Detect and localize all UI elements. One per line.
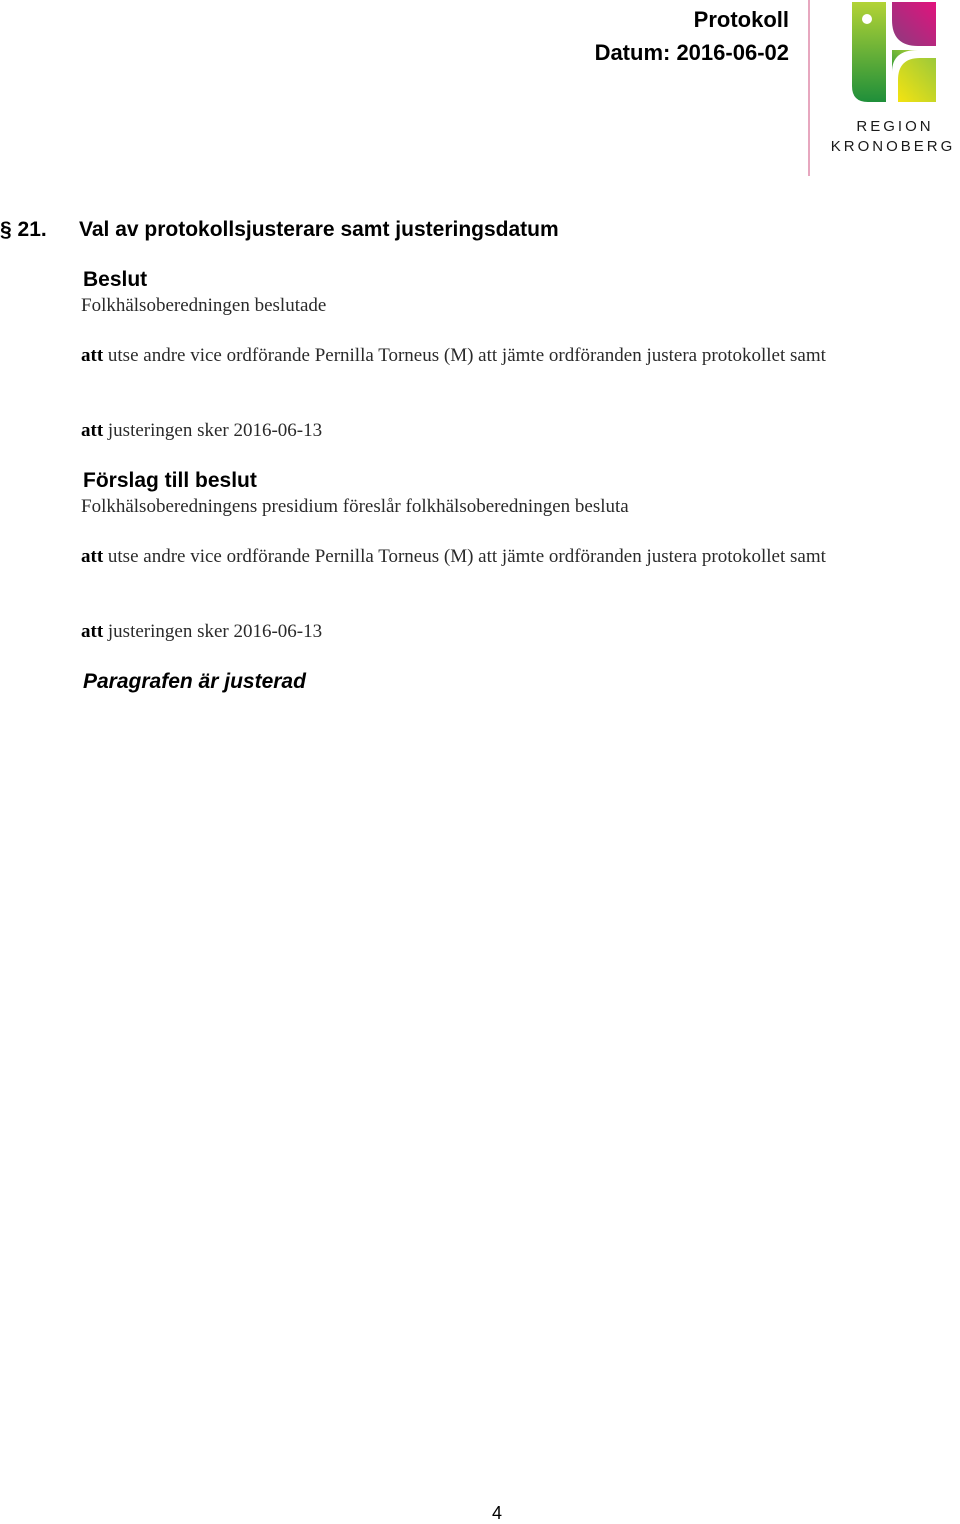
forslag-heading: Förslag till beslut bbox=[83, 469, 257, 492]
document-title: Protokoll bbox=[693, 7, 789, 32]
forslag-item-text: justeringen sker 2016-06-13 bbox=[103, 621, 323, 642]
justerad-status: Paragrafen är justerad bbox=[83, 670, 306, 693]
beslut-heading: Beslut bbox=[83, 268, 148, 291]
forslag-item bbox=[81, 619, 841, 645]
beslut-intro: Folkhälsoberedningen beslutade bbox=[81, 295, 327, 316]
forslag-item-keyword: att bbox=[81, 621, 104, 642]
forslag-item-keyword: att bbox=[81, 546, 104, 567]
beslut-item-keyword: att bbox=[81, 345, 104, 366]
section-title: Val av protokollsjusterare samt justeringsdatum bbox=[79, 218, 559, 241]
region-kronoberg-logo bbox=[826, 0, 960, 160]
forslag-item-text: utse andre vice ordförande Pernilla Torneus (M) att jämte ordföranden justera protokollet samt bbox=[103, 546, 826, 567]
region-kronoberg-logo-icon bbox=[848, 2, 940, 106]
beslut-item-text: utse andre vice ordförande Pernilla Torneus (M) att jämte ordföranden justera protokollet samt bbox=[103, 345, 826, 366]
page-number: 4 bbox=[491, 1503, 502, 1523]
section-heading bbox=[0, 216, 559, 244]
document-date: Datum: 2016-06-02 bbox=[594, 40, 789, 65]
beslut-item bbox=[81, 418, 841, 444]
logo-text-kronoberg: KRONOBERG bbox=[830, 138, 956, 155]
section-number: § 21. bbox=[0, 218, 47, 241]
forslag-item bbox=[81, 544, 841, 570]
header-divider bbox=[808, 0, 810, 176]
beslut-item bbox=[81, 343, 841, 369]
forslag-intro: Folkhälsoberedningens presidium föreslår folkhälsoberedningen besluta bbox=[81, 496, 629, 517]
beslut-item-text: justeringen sker 2016-06-13 bbox=[103, 420, 323, 441]
beslut-item-keyword: att bbox=[81, 420, 104, 441]
logo-text-region: REGION bbox=[856, 118, 934, 135]
